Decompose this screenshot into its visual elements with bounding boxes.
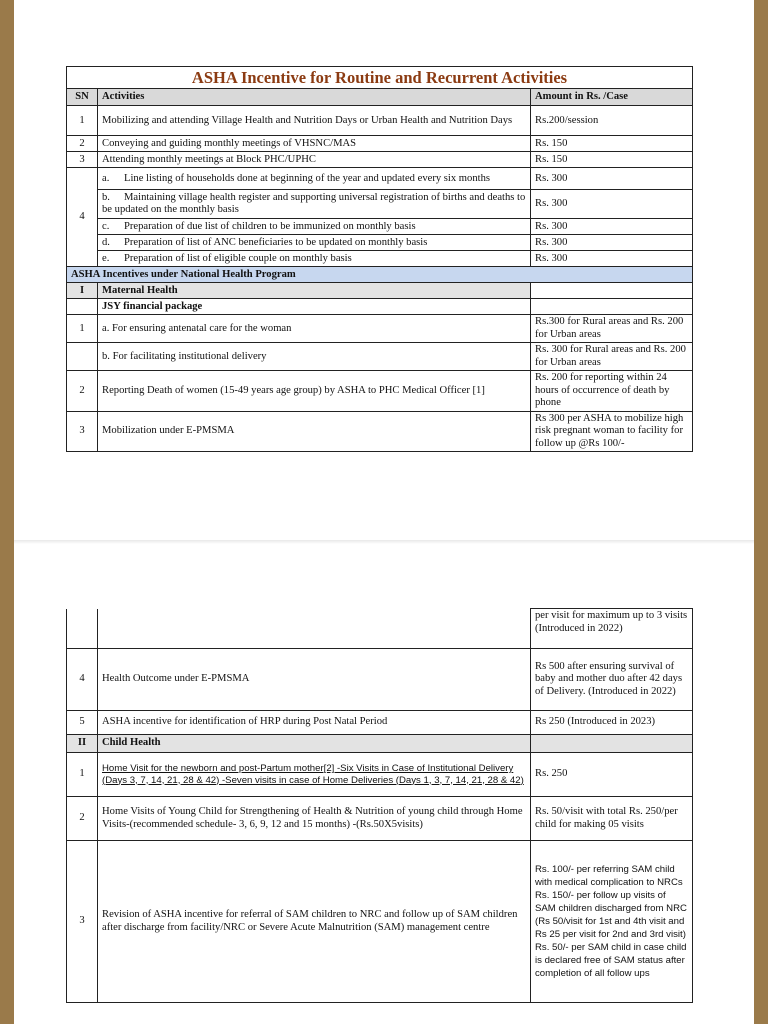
row-amount: Rs 250 (Introduced in 2023) [531, 711, 693, 735]
row-sn: 1 [67, 315, 98, 343]
table-row [67, 299, 693, 315]
table-row [67, 251, 693, 267]
row-amount: Rs. 300 [531, 190, 693, 219]
row-activity: b. For facilitating institutional delivery [98, 343, 531, 371]
row-amount: Rs. 200 for reporting within 24 hours of occurrence of death by phone [531, 371, 693, 412]
section-header-row [67, 267, 693, 283]
table-row [67, 753, 693, 797]
header-activities: Activities [98, 89, 531, 106]
left-frame-border [0, 0, 14, 1024]
table-row [67, 371, 693, 412]
right-frame-border [754, 0, 768, 1024]
empty-cell [98, 609, 531, 649]
row-activity: a. For ensuring antenatal care for the woman [98, 315, 531, 343]
row-activity: Reporting Death of women (15-49 years age group) by ASHA to PHC Medical Officer [1] [98, 371, 531, 412]
row-activity: Health Outcome under E-PMSMA [98, 649, 531, 711]
empty-cell [531, 299, 693, 315]
table-row [67, 190, 693, 219]
row-activity: Mobilization under E-PMSMA [98, 411, 531, 452]
subsection-header-row [67, 735, 693, 753]
table-row [67, 235, 693, 251]
row-amount: Rs. 300 [531, 251, 693, 267]
row-sn: 2 [67, 797, 98, 841]
table-row [67, 106, 693, 136]
row-amount: Rs. 300 [531, 168, 693, 190]
table-row [67, 841, 693, 1003]
child-heading: Child Health [98, 735, 531, 753]
table-row [67, 649, 693, 711]
row-sn: 3 [67, 152, 98, 168]
sub-activity [98, 168, 531, 190]
row-activity: Mobilizing and attending Village Health and Nutrition Days or Urban Health and Nutrition Days [98, 106, 531, 136]
jsy-heading: JSY financial package [98, 299, 531, 315]
row-sn: 2 [67, 371, 98, 412]
sub-activity-text: Preparation of list of eligible couple on monthly basis [124, 252, 352, 264]
header-sn: SN [67, 89, 98, 106]
row-amount: Rs.300 for Rural areas and Rs. 200 for Urban areas [531, 315, 693, 343]
table-row-continued [67, 609, 693, 649]
table-row [67, 711, 693, 735]
incentive-table-page-2 [66, 608, 693, 1003]
table-row [67, 343, 693, 371]
row-activity: Attending monthly meetings at Block PHC/UPHC [98, 152, 531, 168]
row-activity: Revision of ASHA incentive for referral of SAM children to NRC and follow up of SAM children after discharge from facility/NRC or Severe Acute Malnutrition (SAM) management centre [98, 841, 531, 1003]
row-amount: Rs.200/session [531, 106, 693, 136]
table-row [67, 797, 693, 841]
sub-activity [98, 235, 531, 251]
sub-activity [98, 190, 531, 219]
row-sn: 3 [67, 411, 98, 452]
child-roman: II [67, 735, 98, 753]
incentive-table-page-1 [66, 66, 693, 452]
row-sn: 4 [67, 168, 98, 267]
sub-activity-text: Line listing of households done at beginning of the year and updated every six months [124, 172, 490, 184]
table-row [67, 219, 693, 235]
row-amount: Rs. 300 [531, 235, 693, 251]
document-title: ASHA Incentive for Routine and Recurrent Activities [67, 67, 693, 89]
row-sn: 1 [67, 106, 98, 136]
sub-letter: c. [102, 220, 110, 232]
subsection-header-row [67, 283, 693, 299]
table-row [67, 411, 693, 452]
row-sn [67, 343, 98, 371]
sub-activity-text: Preparation of list of ANC beneficiaries to be updated on monthly basis [124, 236, 428, 248]
maternal-heading: Maternal Health [98, 283, 531, 299]
row-activity: Conveying and guiding monthly meetings of VHSNC/MAS [98, 136, 531, 152]
row-amount: Rs 500 after ensuring survival of baby and mother duo after 42 days of Delivery. (Introduced in 2022) [531, 649, 693, 711]
page-break-shadow [14, 540, 754, 544]
row-activity: ASHA incentive for identification of HRP during Post Natal Period [98, 711, 531, 735]
row-amount: Rs. 150 [531, 152, 693, 168]
sub-letter: d. [102, 236, 110, 248]
empty-cell [67, 609, 98, 649]
table-row [67, 168, 693, 190]
row-sn: 4 [67, 649, 98, 711]
row-amount: Rs 300 per ASHA to mobilize high risk pregnant woman to facility for follow up @Rs 100/- [531, 411, 693, 452]
table-row [67, 315, 693, 343]
row-sn: 5 [67, 711, 98, 735]
row-activity: Home Visit for the newborn and post-Partum mother[2] -Six Visits in Case of Institutional Delivery (Days 3, 7, 14, 21, 28 & 42) -Seven visits in case of Home Deliveries (Days 1, 3, 7, 14, 21, 28 & 42) [98, 753, 531, 797]
row-sn: 1 [67, 753, 98, 797]
sub-activity [98, 251, 531, 267]
empty-cell [531, 735, 693, 753]
row-sn: 3 [67, 841, 98, 1003]
maternal-roman: I [67, 283, 98, 299]
sam-amount-line: Rs. 50/- per SAM child in case child is declared free of SAM status after completion of all follow ups [535, 942, 687, 980]
table-header-row [67, 89, 693, 106]
row-amount: Rs. 50/visit with total Rs. 250/per child for making 05 visits [531, 797, 693, 841]
national-section-heading: ASHA Incentives under National Health Program [67, 267, 693, 283]
sub-activity [98, 219, 531, 235]
sub-letter: a. [102, 172, 110, 184]
row-amount: Rs. 300 for Rural areas and Rs. 200 for Urban areas [531, 343, 693, 371]
sub-activity-text: Maintaining village health register and supporting universal registration of births and deaths to be updated on the monthly basis [102, 191, 526, 216]
sub-activity-text: Preparation of due list of children to be immunized on monthly basis [124, 220, 416, 232]
header-amount: Amount in Rs. /Case [531, 89, 693, 106]
row-sn: 2 [67, 136, 98, 152]
row-amount: Rs. 150 [531, 136, 693, 152]
sam-amount-cell [531, 841, 693, 1003]
empty-cell [531, 283, 693, 299]
row-amount: Rs. 250 [531, 753, 693, 797]
sub-letter: e. [102, 252, 110, 264]
sam-amount-line: Rs. 100/- per referring SAM child with medical complication to NRCs [535, 863, 683, 888]
table-row [67, 136, 693, 152]
table-row [67, 152, 693, 168]
empty-cell [67, 299, 98, 315]
continued-amount: per visit for maximum up to 3 visits (Introduced in 2022) [531, 609, 693, 649]
sam-amount-line: Rs. 150/- per follow up visits of SAM children discharged from NRC (Rs 50/visit for 1st and 4th visit and Rs 25 per visit for 2nd and 3rd visit) [535, 889, 687, 941]
row-activity: Home Visits of Young Child for Strengthening of Health & Nutrition of young child through Home Visits-(recommended schedule- 3, 6, 9, 12 and 15 months) -(Rs.50X5visits) [98, 797, 531, 841]
sub-letter: b. [102, 191, 110, 203]
row-amount: Rs. 300 [531, 219, 693, 235]
